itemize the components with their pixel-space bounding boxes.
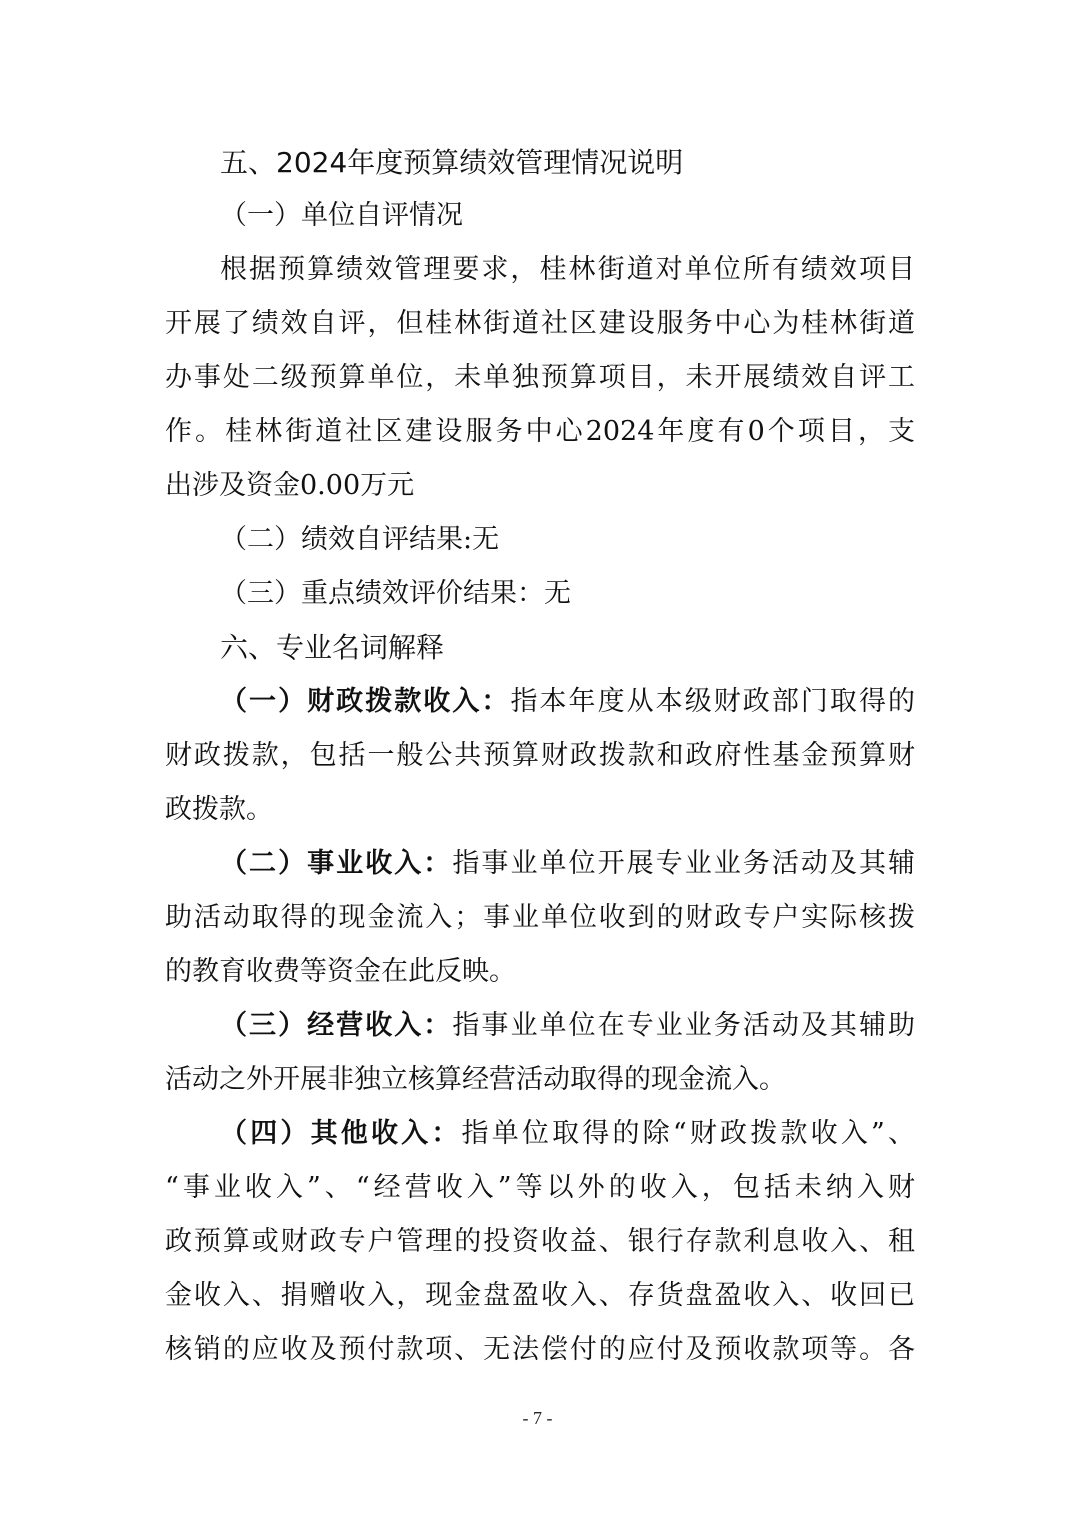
- term-4-first-line: [220, 1116, 915, 1152]
- term-4-text: 指单位取得的除“财政拨款收入”、: [461, 1118, 916, 1149]
- section-5-subheading-1: （一）单位自评情况: [220, 200, 463, 231]
- page-number: - 7 -: [522, 1408, 553, 1428]
- term-1-label: （一）财政拨款收入：: [220, 686, 511, 717]
- term-3-text: 指事业单位在专业业务活动及其辅助: [452, 1010, 916, 1041]
- section-6-heading: 六、专业名词解释: [220, 631, 445, 664]
- paragraph-line: 开展了绩效自评，但桂林街道社区建设服务中心为桂林街道: [165, 308, 915, 339]
- term-2-first-line: [220, 846, 915, 882]
- term-1-first-line: [220, 684, 915, 720]
- paragraph-line: 助活动取得的现金流入；事业单位收到的财政专户实际核拨: [165, 902, 915, 933]
- paragraph-line: 核销的应收及预付款项、无法偿付的应付及预收款项等。各: [165, 1334, 915, 1365]
- section-5-heading: 五、2024年度预算绩效管理情况说明: [220, 146, 684, 179]
- paragraph-line: 办事处二级预算单位，未单独预算项目，未开展绩效自评工: [165, 362, 915, 393]
- term-3-first-line: [220, 1008, 915, 1044]
- paragraph-line: 的教育收费等资金在此反映。: [165, 956, 516, 987]
- paragraph-line: 政拨款。: [165, 794, 273, 825]
- section-5-subheading-3: （三）重点绩效评价结果：无: [220, 578, 571, 609]
- term-2-text: 指事业单位开展专业业务活动及其辅: [452, 848, 916, 879]
- term-2-label: （二）事业收入：: [220, 848, 453, 879]
- paragraph-line: 根据预算绩效管理要求，桂林街道对单位所有绩效项目: [220, 254, 915, 285]
- paragraph-line: 作。桂林街道社区建设服务中心2024年度有0个项目，支: [165, 416, 915, 447]
- paragraph-line: “事业收入”、“经营收入”等以外的收入，包括未纳入财: [165, 1172, 915, 1203]
- paragraph-line: 政预算或财政专户管理的投资收益、银行存款利息收入、租: [165, 1226, 915, 1257]
- term-3-label: （三）经营收入：: [220, 1010, 453, 1041]
- paragraph-line: 出涉及资金0.00万元: [165, 470, 415, 501]
- paragraph-line: 活动之外开展非独立核算经营活动取得的现金流入。: [165, 1064, 786, 1095]
- section-5-subheading-2: （二）绩效自评结果:无: [220, 524, 500, 555]
- paragraph-line: 财政拨款，包括一般公共预算财政拨款和政府性基金预算财: [165, 740, 915, 771]
- term-1-text: 指本年度从本级财政部门取得的: [510, 686, 916, 717]
- paragraph-line: 金收入、捐赠收入，现金盘盈收入、存货盘盈收入、收回已: [165, 1280, 915, 1311]
- term-4-label: （四）其他收入：: [220, 1118, 462, 1149]
